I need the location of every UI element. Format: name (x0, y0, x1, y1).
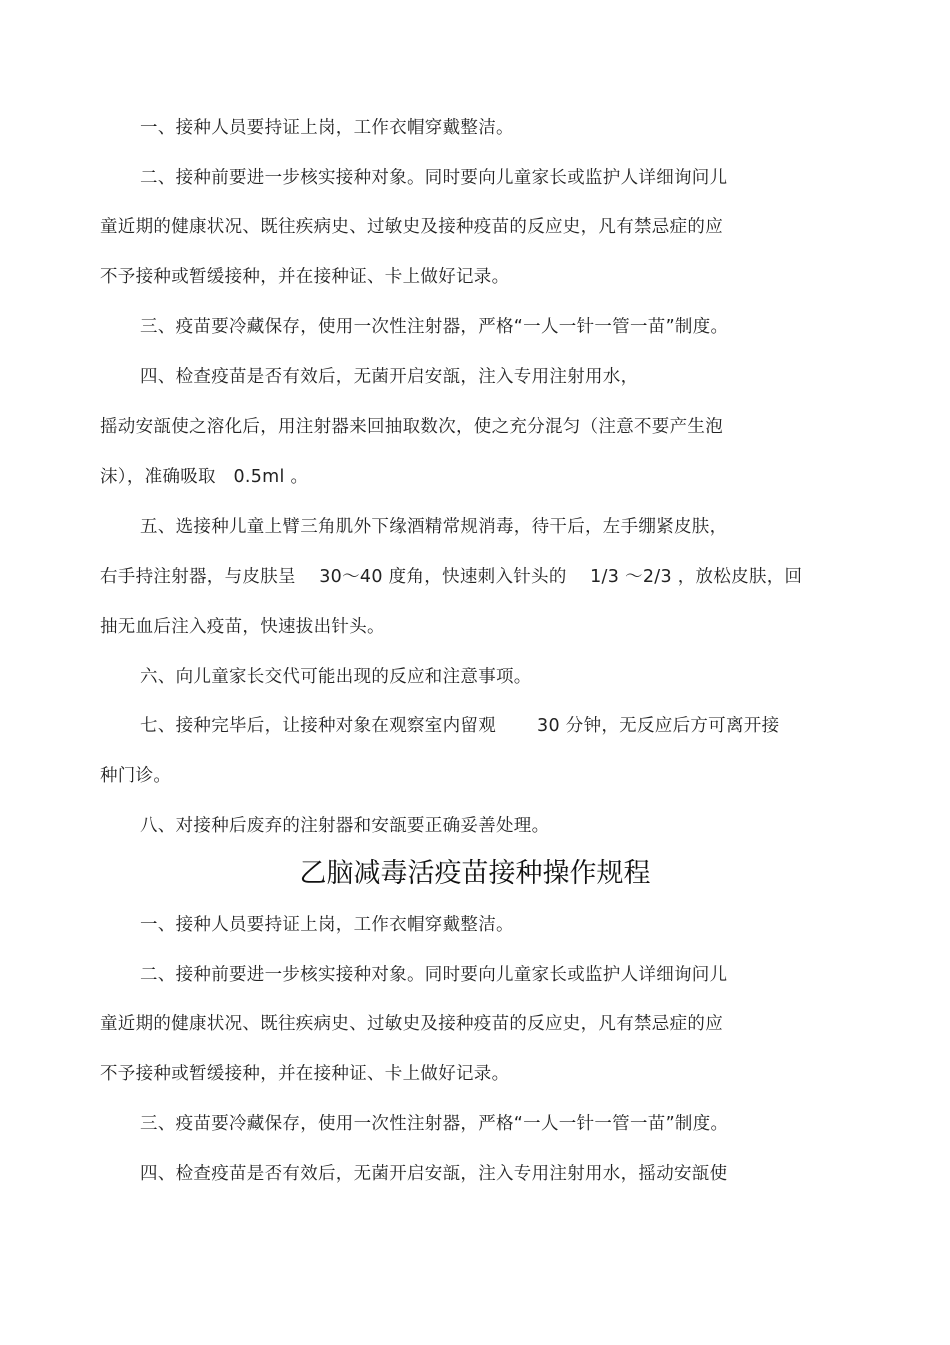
rule-1-item-4-line-2: 摇动安瓿使之溶化后，用注射器来回抽取数次，使之充分混匀（注意不要产生泡 (100, 417, 723, 437)
rule-2-item-1: 一、接种人员要持证上岗，工作衣帽穿戴整洁。 (140, 915, 514, 935)
rule-2-item-2-line-2: 童近期的健康状况、既往疾病史、过敏史及接种疫苗的反应史，凡有禁忌症的应 (100, 1014, 723, 1034)
rule-2-item-4-line-1: 四、检查疫苗是否有效后，无菌开启安瓿，注入专用注射用水，摇动安瓿使 (140, 1164, 728, 1184)
rule-1-item-7-line-2: 种门诊。 (100, 766, 172, 786)
rule-1-item-4-line-1: 四、检查疫苗是否有效后，无菌开启安瓿，注入专用注射用水， (140, 367, 639, 387)
rule-1-item-5-line-2: 右手持注射器，与皮肤呈 30～40 度角，快速刺入针头的 1/3 ～2/3 ，放松皮肤，回 (100, 567, 803, 587)
rule-1-item-7-line-1: 七、接种完毕后，让接种对象在观察室内留观 30 分钟，无反应后方可离开接 (140, 716, 780, 736)
rule-1-item-2-line-1: 二、接种前要进一步核实接种对象。同时要向儿童家长或监护人详细询问儿 (140, 168, 728, 188)
rule-1-item-4-line-3: 沫），准确吸取 0.5ml 。 (100, 467, 309, 487)
rule-2-item-3: 三、疫苗要冷藏保存，使用一次性注射器，严格“一人一针一管一苗”制度。 (140, 1114, 729, 1134)
rule-1-item-5-line-3: 抽无血后注入疫苗，快速拔出针头。 (100, 617, 385, 637)
rule-1-item-2-line-2: 童近期的健康状况、既往疾病史、过敏史及接种疫苗的反应史，凡有禁忌症的应 (100, 217, 723, 237)
rule-1-item-1: 一、接种人员要持证上岗，工作衣帽穿戴整洁。 (140, 118, 514, 138)
rule-1-item-8: 八、对接种后废弃的注射器和安瓿要正确妥善处理。 (140, 816, 550, 836)
rule-1-item-2-line-3: 不予接种或暂缓接种，并在接种证、卡上做好记录。 (100, 267, 510, 287)
rule-1-item-3: 三、疫苗要冷藏保存，使用一次性注射器，严格“一人一针一管一苗”制度。 (140, 317, 729, 337)
rule-2-item-2-line-3: 不予接种或暂缓接种，并在接种证、卡上做好记录。 (100, 1064, 510, 1084)
section-title: 乙脑减毒活疫苗接种操作规程 (299, 858, 651, 889)
rule-1-item-5-line-1: 五、选接种儿童上臂三角肌外下缘酒精常规消毒，待干后，左手绷紧皮肤， (140, 517, 728, 537)
rule-2-item-2-line-1: 二、接种前要进一步核实接种对象。同时要向儿童家长或监护人详细询问儿 (140, 965, 728, 985)
rule-1-item-6: 六、向儿童家长交代可能出现的反应和注意事项。 (140, 667, 532, 687)
